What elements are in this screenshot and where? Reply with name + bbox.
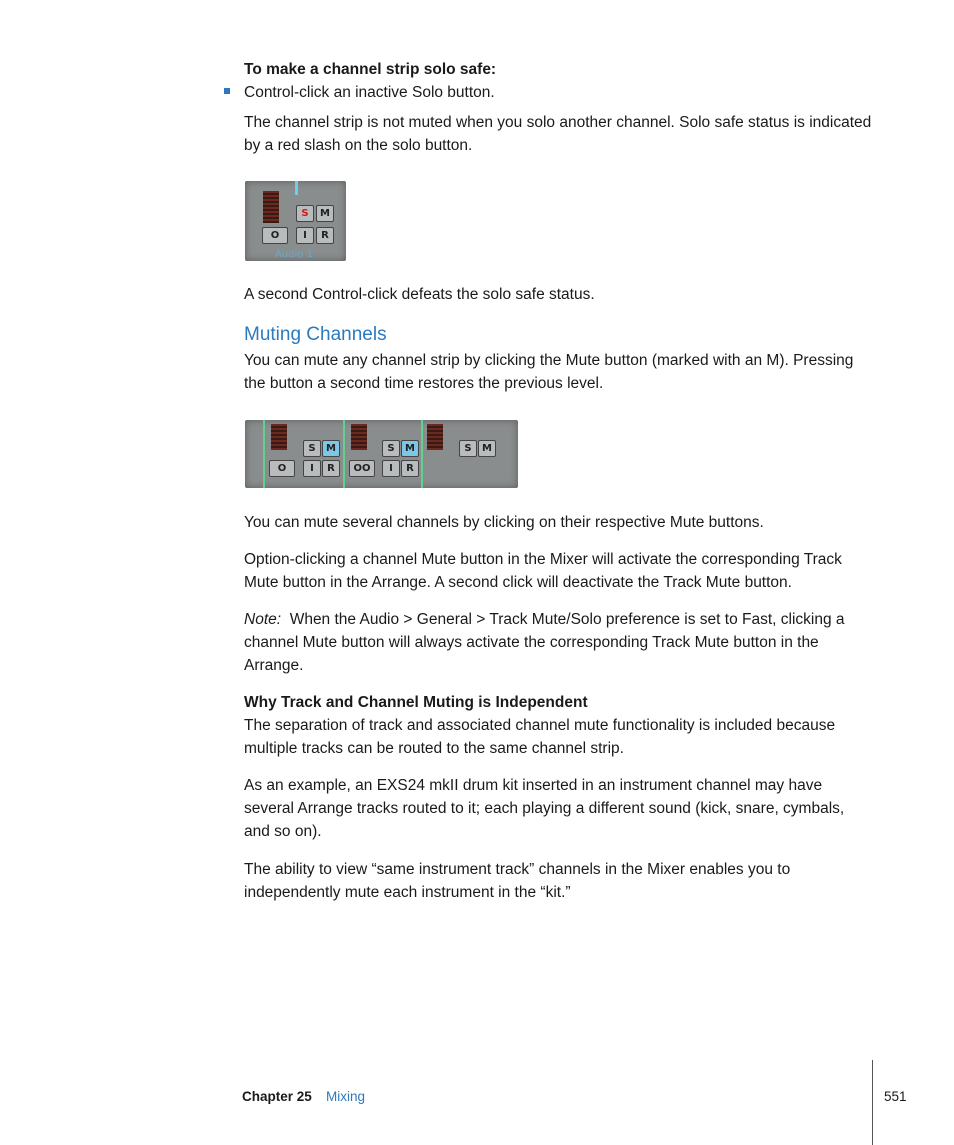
mute-button: M [478,440,496,457]
level-meter [263,191,279,223]
solo-button: S [303,440,321,457]
input-monitor-button: I [382,460,400,477]
fader-indicator [295,181,298,195]
record-enable-button: R [316,227,334,244]
page-number: 551 [884,1089,907,1104]
independent-paragraph-3: The ability to view “same instrument track” channels in the Mixer enables you to independently mute each instrument in the “kit.” [244,861,791,901]
mute-button-active: M [322,440,340,457]
footer-section-link[interactable]: Mixing [326,1089,366,1104]
record-enable-button: R [322,460,340,477]
footer-divider [872,1060,873,1145]
channel-divider [263,420,265,488]
level-meter [351,424,367,450]
independent-paragraph-2: As an example, an EXS24 mkII drum kit inserted in an instrument channel may have several Arrange tracks routed to it; each playing a different sound (kick, snare, cymbals, and so on). [244,777,845,840]
bullet-icon [224,88,230,94]
level-meter [271,424,287,450]
note-text: When the Audio > General > Track Mute/Solo preference is set to Fast, clicking a channel Mute button will always activate the corresponding Track Mute button in the Arrange. [244,611,845,674]
solo-safe-button: S [296,205,314,222]
procedure-heading: To make a channel strip solo safe: [244,61,497,78]
solo-safe-description: The channel strip is not muted when you solo another channel. Solo safe status is indicated by a red slash on the solo button. [244,114,872,154]
stereo-input-button: OO [349,460,375,477]
section-heading: Muting Channels [244,324,387,345]
muting-intro: You can mute any channel strip by clicking the Mute button (marked with an M). Pressing the button a second time restores the previous level. [244,352,854,392]
muting-paragraph-2: Option-clicking a channel Mute button in the Mixer will activate the corresponding Track Mute button in the Arrange. A second click will deactivate the Track Mute button. [244,551,842,591]
input-button: O [262,227,288,244]
muting-paragraph-1: You can mute several channels by clicking on their respective Mute buttons. [244,514,764,531]
channel-divider [421,420,423,488]
mute-button-active: M [401,440,419,457]
independent-paragraph-1: The separation of track and associated channel mute functionality is included because multiple tracks can be routed to the same channel strip. [244,717,836,757]
record-enable-button: R [401,460,419,477]
solo-safe-screenshot [245,181,346,261]
footer-chapter: Chapter 25 [242,1089,312,1104]
channel-name: Audio 1 [275,249,313,260]
channel-divider [343,420,345,488]
mute-button: M [316,205,334,222]
level-meter [427,424,443,450]
input-button: O [269,460,295,477]
muted-channels-screenshot [245,420,518,488]
note-paragraph [244,608,874,677]
note-label: Note: [244,611,282,628]
solo-button: S [459,440,477,457]
input-monitor-button: I [296,227,314,244]
input-monitor-button: I [303,460,321,477]
solo-safe-defeat-note: A second Control-click defeats the solo safe status. [244,286,595,303]
procedure-step: Control-click an inactive Solo button. [244,84,495,101]
solo-button: S [382,440,400,457]
subheading: Why Track and Channel Muting is Independent [244,694,588,711]
